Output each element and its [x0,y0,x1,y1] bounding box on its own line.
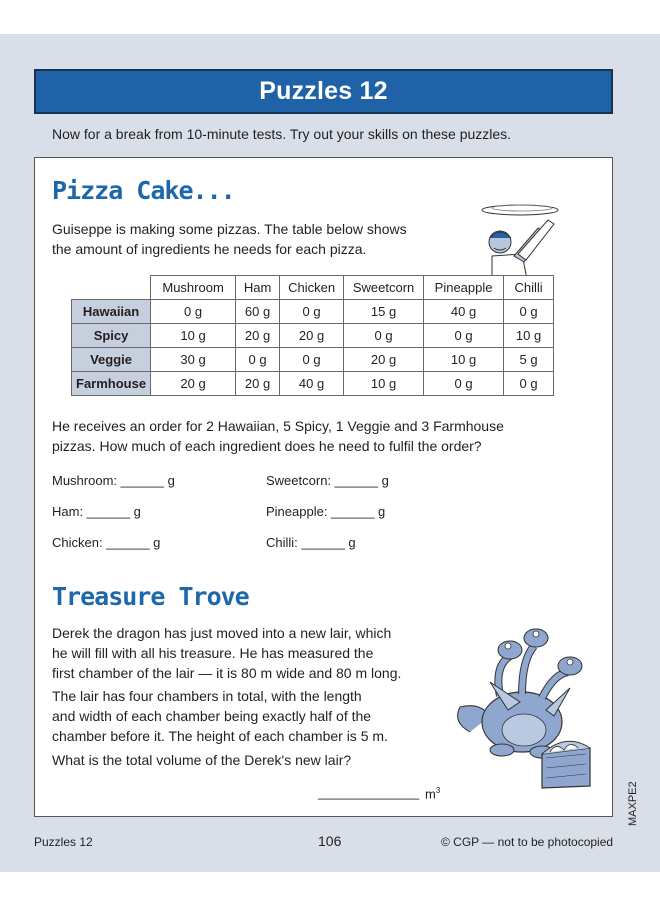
vertical-code: MAXPE2 [627,781,639,826]
footer-copyright: © CGP — not to be photocopied [441,835,614,849]
page-number: 106 [318,833,342,849]
table-cell: 10 g [424,348,504,372]
table-corner [72,276,151,300]
table-cell: 30 g [151,348,236,372]
table-row [72,348,554,372]
table-row [72,324,554,348]
column-header: Mushroom [151,276,236,300]
table-cell: 10 g [151,324,236,348]
table-cell: 0 g [424,324,504,348]
treasure-question: What is the total volume of the Derek's new lair? [52,752,352,768]
row-header: Spicy [72,324,151,348]
treasure-p2-line1: The lair has four chambers in total, with the length [52,688,362,704]
table-cell: 10 g [504,324,554,348]
answer-sweetcorn[interactable]: Sweetcorn: ______ g [266,473,389,488]
pizza-intro-line2: the amount of ingredients he needs for each pizza. [52,241,367,257]
dragon-illustration [450,612,595,792]
treasure-p1-line2: he will fill with all his treasure. He has measured the [52,645,374,661]
table-cell: 20 g [344,348,424,372]
ingredients-table [71,275,554,396]
unit-exponent: 3 [435,786,441,795]
row-header: Veggie [72,348,151,372]
column-header: Chicken [280,276,344,300]
table-cell: 0 g [344,324,424,348]
table-cell: 20 g [236,372,280,396]
row-header: Farmhouse [72,372,151,396]
table-cell: 5 g [504,348,554,372]
table-cell: 10 g [344,372,424,396]
table-cell: 0 g [151,300,236,324]
pizza-heading: Pizza Cake... [52,176,235,205]
footer-left: Puzzles 12 [34,835,93,849]
table-cell: 40 g [280,372,344,396]
treasure-p1-line3: first chamber of the lair — it is 80 m wide and 80 m long. [52,665,402,681]
intro-text: Now for a break from 10-minute tests. Try out your skills on these puzzles. [52,126,512,142]
volume-unit [425,786,440,801]
table-cell: 0 g [236,348,280,372]
page-title: Puzzles 12 [259,77,388,105]
column-header: Chilli [504,276,554,300]
pizza-question-line2: pizzas. How much of each ingredient does he need to fulfil the order? [52,438,482,454]
table-cell: 40 g [424,300,504,324]
table-cell: 20 g [236,324,280,348]
row-header: Hawaiian [72,300,151,324]
column-header: Sweetcorn [344,276,424,300]
treasure-heading: Treasure Trove [52,582,249,611]
table-cell: 0 g [504,300,554,324]
treasure-p2-line3: chamber before it. The height of each chamber is 5 m. [52,728,388,744]
answer-chilli[interactable]: Chilli: ______ g [266,535,356,550]
pizza-question-line1: He receives an order for 2 Hawaiian, 5 Spicy, 1 Veggie and 3 Farmhouse [52,418,504,434]
answer-chicken[interactable]: Chicken: ______ g [52,535,161,550]
unit-text: m [425,786,436,802]
column-header: Ham [236,276,280,300]
table-cell: 0 g [424,372,504,396]
table-cell: 60 g [236,300,280,324]
table-cell: 0 g [280,348,344,372]
treasure-p1-line1: Derek the dragon has just moved into a new lair, which [52,625,392,641]
table-row [72,372,554,396]
column-header: Pineapple [424,276,504,300]
volume-answer-line[interactable]: ______________ [318,785,420,800]
table-cell: 0 g [504,372,554,396]
table-header-row [72,276,554,300]
table-cell: 20 g [280,324,344,348]
answer-ham[interactable]: Ham: ______ g [52,504,141,519]
answer-pineapple[interactable]: Pineapple: ______ g [266,504,386,519]
answer-mushroom[interactable]: Mushroom: ______ g [52,473,175,488]
table-cell: 0 g [280,300,344,324]
pizza-intro-line1: Guiseppe is making some pizzas. The table below shows [52,221,407,237]
title-bar [34,69,613,114]
table-cell: 20 g [151,372,236,396]
treasure-p2-line2: and width of each chamber being exactly half of the [52,708,372,724]
table-cell: 15 g [344,300,424,324]
table-row [72,300,554,324]
